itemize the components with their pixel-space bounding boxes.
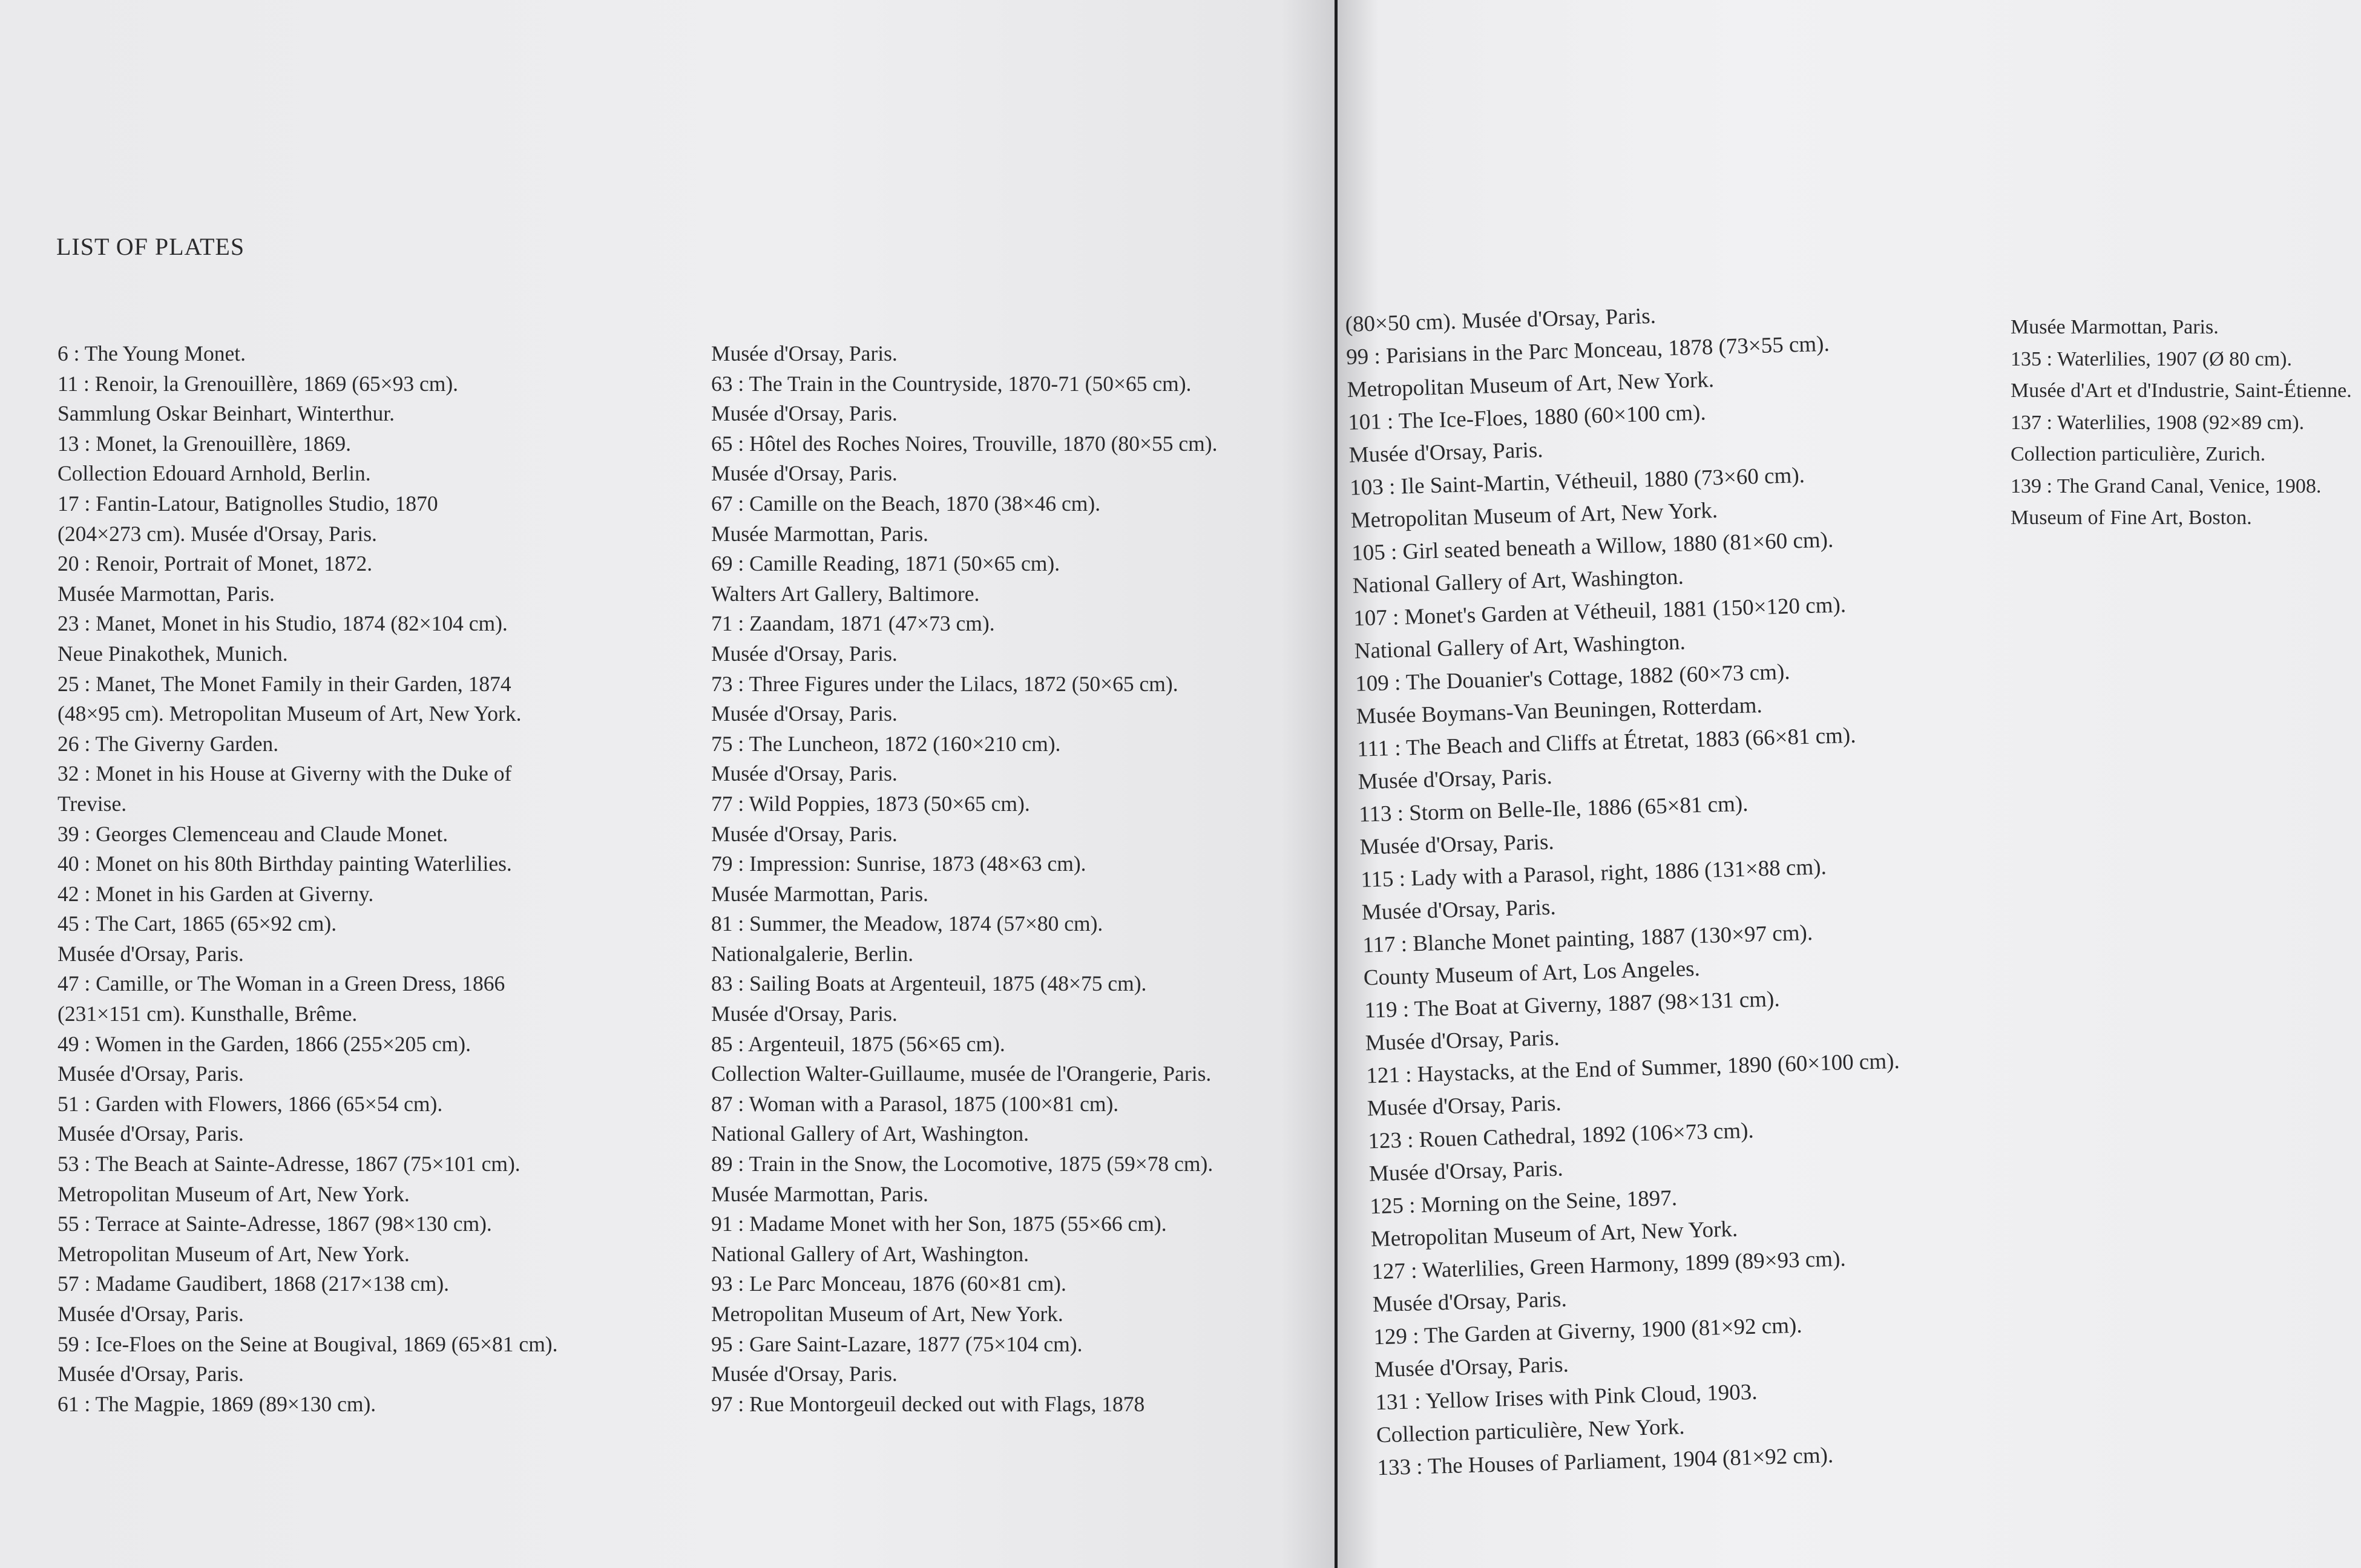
- plates-column-3: [1345, 294, 1911, 1484]
- plate-line: Musée d'Orsay, Paris.: [711, 641, 898, 666]
- plate-line: 63 : The Train in the Countryside, 1870-71 (50×65 cm).: [711, 371, 1192, 396]
- right-page: [1338, 0, 2361, 1568]
- plate-line: 105 : Girl seated beneath a Willow, 1880 (81×60 cm).: [1351, 527, 1834, 566]
- plate-line: 97 : Rue Montorgeuil decked out with Flags, 1878: [711, 1391, 1145, 1416]
- plate-line: 47 : Camille, or The Woman in a Green Dress, 1866: [57, 971, 505, 996]
- plate-line: (48×95 cm). Metropolitan Museum of Art, New York.: [57, 701, 522, 726]
- plate-line: 39 : Georges Clemenceau and Claude Monet.: [57, 821, 448, 846]
- plate-line: 81 : Summer, the Meadow, 1874 (57×80 cm).: [711, 911, 1103, 936]
- plate-line: 109 : The Douanier's Cottage, 1882 (60×73 cm).: [1355, 659, 1791, 697]
- plate-line: 125 : Morning on the Seine, 1897.: [1369, 1186, 1678, 1219]
- plates-column-4: [2011, 312, 2352, 534]
- plate-line: Musée Marmottan, Paris.: [711, 1181, 928, 1206]
- plate-line: Sammlung Oskar Beinhart, Winterthur.: [57, 401, 395, 426]
- plate-line: 107 : Monet's Garden at Vétheuil, 1881 (150×120 cm).: [1353, 592, 1847, 631]
- plate-line: (80×50 cm). Musée d'Orsay, Paris.: [1345, 303, 1657, 337]
- plate-line: 17 : Fantin-Latour, Batignolles Studio, 1870: [57, 491, 438, 516]
- plate-line: Musée d'Orsay, Paris.: [711, 761, 898, 786]
- plate-line: 32 : Monet in his House at Giverny with the Duke of: [57, 761, 512, 786]
- plate-line: Walters Art Gallery, Baltimore.: [711, 581, 980, 606]
- plate-line: Musée d'Orsay, Paris.: [711, 461, 898, 486]
- plate-line: 67 : Camille on the Beach, 1870 (38×46 cm).: [711, 491, 1101, 516]
- plate-line: 133 : The Houses of Parliament, 1904 (81×92 cm).: [1376, 1443, 1834, 1481]
- plate-line: 20 : Renoir, Portrait of Monet, 1872.: [57, 551, 373, 576]
- plate-line: Musée d'Orsay, Paris.: [1372, 1287, 1568, 1317]
- plate-line: 113 : Storm on Belle-Ile, 1886 (65×81 cm).: [1358, 791, 1749, 827]
- plate-line: 103 : Ile Saint-Martin, Vétheuil, 1880 (73×60 cm).: [1349, 462, 1805, 500]
- plate-line: Musée d'Orsay, Paris.: [711, 821, 898, 846]
- plate-line: 135 : Waterlilies, 1907 (Ø 80 cm).: [2011, 347, 2292, 370]
- plate-line: Metropolitan Museum of Art, New York.: [57, 1181, 410, 1206]
- plate-line: Musée d'Orsay, Paris.: [1365, 1025, 1560, 1056]
- plate-line: National Gallery of Art, Washington.: [1354, 629, 1686, 664]
- plate-line: 93 : Le Parc Monceau, 1876 (60×81 cm).: [711, 1271, 1066, 1296]
- plate-line: 121 : Haystacks, at the End of Summer, 1890 (60×100 cm).: [1365, 1048, 1900, 1089]
- plate-line: Metropolitan Museum of Art, New York.: [1350, 497, 1718, 533]
- plate-line: 77 : Wild Poppies, 1873 (50×65 cm).: [711, 791, 1030, 816]
- plate-line: Musée d'Orsay, Paris.: [711, 1002, 898, 1026]
- plate-line: Metropolitan Museum of Art, New York.: [711, 1302, 1063, 1326]
- plate-line: Trevise.: [57, 791, 127, 816]
- plate-line: Musée d'Orsay, Paris.: [57, 1121, 244, 1146]
- plate-line: National Gallery of Art, Washington.: [711, 1241, 1029, 1266]
- plate-line: 115 : Lady with a Parasol, right, 1886 (131×88 cm).: [1360, 855, 1827, 893]
- plate-line: 53 : The Beach at Sainte-Adresse, 1867 (75×101 cm).: [57, 1152, 520, 1176]
- plate-line: National Gallery of Art, Washington.: [711, 1121, 1029, 1146]
- plate-line: 69 : Camille Reading, 1871 (50×65 cm).: [711, 551, 1060, 576]
- plate-line: 71 : Zaandam, 1871 (47×73 cm).: [711, 611, 995, 636]
- plate-line: Neue Pinakothek, Munich.: [57, 641, 288, 666]
- plates-column-1: [57, 339, 558, 1419]
- plate-line: Musée d'Orsay, Paris.: [1359, 829, 1555, 860]
- plate-line: Nationalgalerie, Berlin.: [711, 941, 914, 966]
- plate-line: Musée d'Orsay, Paris.: [1374, 1352, 1569, 1383]
- plate-line: 131 : Yellow Irises with Pink Cloud, 1903.: [1374, 1379, 1758, 1415]
- plate-line: Musée d'Orsay, Paris.: [1368, 1156, 1564, 1187]
- plate-line: Museum of Fine Art, Boston.: [2011, 507, 2252, 529]
- plate-line: 26 : The Giverny Garden.: [57, 731, 279, 756]
- plate-line: Metropolitan Museum of Art, New York.: [1347, 367, 1715, 402]
- plate-line: 6 : The Young Monet.: [57, 341, 246, 366]
- plate-line: 95 : Gare Saint-Lazare, 1877 (75×104 cm).: [711, 1331, 1083, 1356]
- plate-line: 129 : The Garden at Giverny, 1900 (81×92 cm).: [1373, 1313, 1803, 1350]
- plate-line: 127 : Waterlilies, Green Harmony, 1899 (89×93 cm).: [1371, 1246, 1847, 1285]
- plate-line: 25 : Manet, The Monet Family in their Garden, 1874: [57, 671, 511, 696]
- plate-line: Musée d'Orsay, Paris.: [1358, 764, 1553, 795]
- plate-line: Musée d'Orsay, Paris.: [1348, 437, 1543, 468]
- plate-line: Musée d'Orsay, Paris.: [57, 1302, 244, 1326]
- plate-line: Musée Marmottan, Paris.: [711, 881, 928, 906]
- plate-line: Musée d'Orsay, Paris.: [711, 701, 898, 726]
- plate-line: Musée d'Orsay, Paris.: [57, 1061, 244, 1086]
- plate-line: 59 : Ice-Floes on the Seine at Bougival, 1869 (65×81 cm).: [57, 1331, 558, 1356]
- plate-line: 57 : Madame Gaudibert, 1868 (217×138 cm).: [57, 1271, 450, 1296]
- plate-line: Musée d'Orsay, Paris.: [57, 941, 244, 966]
- plate-line: Musée Marmottan, Paris.: [2011, 316, 2219, 338]
- plate-line: 119 : The Boat at Giverny, 1887 (98×131 cm).: [1364, 986, 1781, 1023]
- plate-line: Collection particulière, New York.: [1376, 1414, 1686, 1448]
- plate-line: 79 : Impression: Sunrise, 1873 (48×63 cm).: [711, 851, 1086, 876]
- plate-line: 101 : The Ice-Floes, 1880 (60×100 cm).: [1347, 400, 1707, 435]
- plate-line: 11 : Renoir, la Grenouillère, 1869 (65×93 cm).: [57, 371, 459, 396]
- plate-line: 123 : Rouen Cathedral, 1892 (106×73 cm).: [1367, 1118, 1755, 1154]
- plates-column-2: [711, 339, 1217, 1419]
- plate-line: (204×273 cm). Musée d'Orsay, Paris.: [57, 521, 377, 546]
- plate-line: (231×151 cm). Kunsthalle, Brême.: [57, 1002, 358, 1026]
- plate-line: 61 : The Magpie, 1869 (89×130 cm).: [57, 1391, 376, 1416]
- plate-line: Musée d'Art et d'Industrie, Saint-Étienne.: [2011, 379, 2352, 402]
- plate-line: Musée Marmottan, Paris.: [57, 581, 275, 606]
- plate-line: National Gallery of Art, Washington.: [1352, 564, 1684, 599]
- plate-line: 42 : Monet in his Garden at Giverny.: [57, 881, 374, 906]
- plate-line: 75 : The Luncheon, 1872 (160×210 cm).: [711, 731, 1061, 756]
- plate-line: 51 : Garden with Flowers, 1866 (65×54 cm).: [57, 1091, 443, 1116]
- plate-line: Musée Boymans-Van Beuningen, Rotterdam.: [1356, 693, 1763, 729]
- plate-line: 111 : The Beach and Cliffs at Étretat, 1883 (66×81 cm).: [1356, 723, 1856, 762]
- plate-line: 45 : The Cart, 1865 (65×92 cm).: [57, 911, 337, 936]
- plate-line: Collection Edouard Arnhold, Berlin.: [57, 461, 371, 486]
- plate-line: Collection particulière, Zurich.: [2011, 443, 2266, 465]
- plate-line: Musée d'Orsay, Paris.: [1361, 894, 1557, 925]
- plate-line: 40 : Monet on his 80th Birthday painting Waterlilies.: [57, 851, 512, 876]
- plate-line: 85 : Argenteuil, 1875 (56×65 cm).: [711, 1031, 1005, 1056]
- plate-line: Metropolitan Museum of Art, New York.: [1370, 1216, 1738, 1252]
- plate-line: 55 : Terrace at Sainte-Adresse, 1867 (98×130 cm).: [57, 1212, 492, 1236]
- plate-line: 87 : Woman with a Parasol, 1875 (100×81 cm).: [711, 1091, 1119, 1116]
- plate-line: 137 : Waterlilies, 1908 (92×89 cm).: [2011, 411, 2305, 434]
- plate-line: 91 : Madame Monet with her Son, 1875 (55×66 cm).: [711, 1212, 1167, 1236]
- plate-line: County Museum of Art, Los Angeles.: [1363, 956, 1701, 991]
- plate-line: 65 : Hôtel des Roches Noires, Trouville, 1870 (80×55 cm).: [711, 431, 1218, 456]
- plate-line: Musée d'Orsay, Paris.: [711, 1362, 898, 1386]
- plate-line: 23 : Manet, Monet in his Studio, 1874 (82×104 cm).: [57, 611, 508, 636]
- plate-line: 49 : Women in the Garden, 1866 (255×205 cm).: [57, 1031, 471, 1056]
- plate-line: Metropolitan Museum of Art, New York.: [57, 1241, 410, 1266]
- plate-line: 139 : The Grand Canal, Venice, 1908.: [2011, 474, 2322, 497]
- plate-line: Musée d'Orsay, Paris.: [1367, 1091, 1562, 1121]
- plate-line: Musée d'Orsay, Paris.: [57, 1362, 244, 1386]
- plate-line: Musée d'Orsay, Paris.: [711, 401, 898, 426]
- plate-line: Collection Walter-Guillaume, musée de l'Orangerie, Paris.: [711, 1061, 1212, 1086]
- plate-line: 99 : Parisians in the Parc Monceau, 1878 (73×55 cm).: [1345, 331, 1830, 370]
- plate-line: 13 : Monet, la Grenouillère, 1869.: [57, 431, 352, 456]
- plate-line: 117 : Blanche Monet painting, 1887 (130×97 cm).: [1362, 920, 1813, 958]
- plate-line: 73 : Three Figures under the Lilacs, 1872 (50×65 cm).: [711, 671, 1178, 696]
- plate-line: Musée Marmottan, Paris.: [711, 521, 928, 546]
- plate-line: 89 : Train in the Snow, the Locomotive, 1875 (59×78 cm).: [711, 1152, 1213, 1176]
- plate-line: 83 : Sailing Boats at Argenteuil, 1875 (48×75 cm).: [711, 971, 1147, 996]
- page-heading: LIST OF PLATES: [56, 233, 245, 260]
- plate-line: Musée d'Orsay, Paris.: [711, 341, 898, 366]
